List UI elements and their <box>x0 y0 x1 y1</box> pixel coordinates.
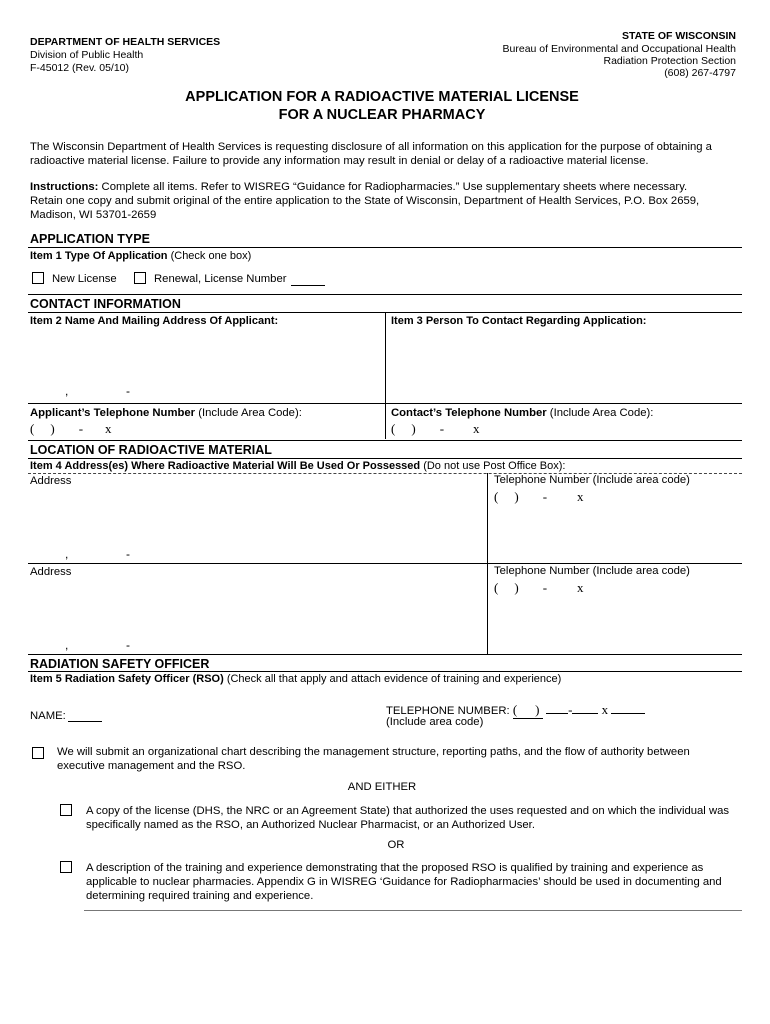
item1-note: (Check one box) <box>167 250 252 262</box>
item5-title: Item 5 Radiation Safety Officer (RSO) <box>30 673 224 685</box>
address-1-phone-label: Telephone Number (Include area code) <box>494 474 690 486</box>
org-chart-checkbox[interactable] <box>32 747 44 759</box>
intro-line1: The Wisconsin Department of Health Services is requesting disclosure of all information on this application for the purpose of obtaining a <box>30 141 712 153</box>
applicant-phone-field[interactable] <box>30 421 112 437</box>
address-1-field[interactable] <box>30 490 482 548</box>
and-either-label: AND EITHER <box>347 781 417 793</box>
phone-close-paren: ) <box>411 421 416 436</box>
address-2-field[interactable] <box>30 581 482 639</box>
phone-dash: - <box>439 421 445 436</box>
header-phone: (608) 267-4797 <box>664 67 736 79</box>
divider <box>28 294 742 295</box>
zip-separator: - <box>126 384 130 398</box>
zip-separator: - <box>126 547 130 561</box>
divider <box>28 440 742 441</box>
new-license-checkbox[interactable] <box>32 272 44 284</box>
form-title-line1: APPLICATION FOR A RADIOACTIVE MATERIAL LICENSE <box>185 89 579 105</box>
training-text-line3: determining required training and experience. <box>86 890 314 902</box>
city-state-separator: , <box>65 384 69 398</box>
applicant-phone-label <box>30 407 302 419</box>
training-text-line1: A description of the training and experience demonstrating that the proposed RSO is qualified by training and experience as <box>86 862 704 874</box>
bureau-name: Bureau of Environmental and Occupational Health <box>502 43 736 55</box>
phone-close-paren: ) <box>535 702 540 717</box>
phone-extension: x <box>577 580 584 595</box>
section-name: Radiation Protection Section <box>603 55 736 67</box>
department-name: DEPARTMENT OF HEALTH SERVICES <box>30 36 221 48</box>
phone-open-paren: ( <box>512 702 518 717</box>
item3-label: Item 3 Person To Contact Regarding Application: <box>391 315 647 327</box>
applicant-address-field[interactable] <box>30 329 382 401</box>
city-state-separator: , <box>65 547 69 561</box>
phone-dash: - <box>542 580 548 595</box>
rso-heading: RADIATION SAFETY OFFICER <box>30 657 210 671</box>
license-copy-checkbox[interactable] <box>60 804 72 816</box>
divider <box>28 247 742 248</box>
rso-telephone-note: (Include area code) <box>386 716 484 728</box>
rso-area-code-field[interactable] <box>513 702 543 719</box>
address-1-label: Address <box>30 475 72 487</box>
phone-extension: x <box>105 421 112 436</box>
phone-extension: x <box>601 702 609 717</box>
phone-dash: - <box>78 421 84 436</box>
contact-phone-note: (Include Area Code): <box>546 407 654 419</box>
item4-title: Item 4 Address(es) Where Radioactive Material Will Be Used Or Possessed <box>30 460 421 472</box>
address-2-phone-label: Telephone Number (Include area code) <box>494 565 690 577</box>
instructions-text: Complete all items. Refer to WISREG “Guidance for Radiopharmacies.” Use supplementary sheets where necessary. <box>98 181 688 193</box>
training-description-checkbox[interactable] <box>60 861 72 873</box>
phone-close-paren: ) <box>514 580 519 595</box>
item1-label <box>30 250 251 262</box>
city-state-separator: , <box>65 638 69 652</box>
item2-label: Item 2 Name And Mailing Address Of Applicant: <box>30 315 279 327</box>
divider <box>28 671 742 672</box>
location-heading: LOCATION OF RADIOACTIVE MATERIAL <box>30 443 272 457</box>
org-chart-text-line2: executive management and the RSO. <box>57 760 246 772</box>
address-2-phone-field[interactable] <box>494 580 584 596</box>
phone-extension: x <box>473 421 480 436</box>
instructions-label: Instructions: <box>30 181 99 193</box>
training-text-line2: applicable to nuclear pharmacies. Appendix G in WISREG ‘Guidance for Radiopharmacies’ should be used in documenting and <box>86 876 722 888</box>
divider <box>28 654 742 655</box>
intro-line2: radioactive material license. Failure to provide any information may result in denial or delay of a radioactive material license. <box>30 155 649 167</box>
application-type-heading: APPLICATION TYPE <box>30 232 150 246</box>
phone-close-paren: ) <box>514 489 519 504</box>
rso-telephone-field[interactable] <box>513 702 646 717</box>
renewal-checkbox[interactable] <box>134 272 146 284</box>
contact-phone-label <box>391 407 653 419</box>
rso-number-field[interactable] <box>572 713 598 714</box>
license-copy-text-line1: A copy of the license (DHS, the NRC or an Agreement State) that authorized the uses requested and on which the individual was <box>86 805 730 817</box>
item5-note: (Check all that apply and attach evidence of training and experience) <box>223 673 562 685</box>
rso-extension-field[interactable] <box>611 713 645 714</box>
phone-open-paren: ( <box>494 489 499 504</box>
contact-phone-field[interactable] <box>391 421 480 437</box>
contact-info-heading: CONTACT INFORMATION <box>30 297 181 311</box>
rso-name-label: NAME: <box>30 710 66 722</box>
license-number-field[interactable] <box>291 273 325 286</box>
phone-open-paren: ( <box>494 580 499 595</box>
applicant-phone-note: (Include Area Code): <box>195 407 302 419</box>
instructions-line1 <box>30 181 687 193</box>
form-title-line2: FOR A NUCLEAR PHARMACY <box>278 107 486 123</box>
state-name: STATE OF WISCONSIN <box>622 30 736 42</box>
applicant-phone-title: Applicant’s Telephone Number <box>30 407 196 419</box>
new-license-label: New License <box>52 273 117 285</box>
contact-person-field[interactable] <box>391 329 741 401</box>
address-2-label: Address <box>30 566 72 578</box>
renewal-label: Renewal, License Number <box>154 273 287 285</box>
form-number: F-45012 (Rev. 05/10) <box>30 62 130 74</box>
zip-separator: - <box>126 638 130 652</box>
instructions-line2: Retain one copy and submit original of the entire application to the State of Wisconsin, Department of Health Services, P.O. Box 2659, <box>30 195 700 207</box>
phone-open-paren: ( <box>391 421 396 436</box>
rso-prefix-field[interactable] <box>546 713 568 714</box>
item4-label <box>30 460 565 472</box>
divider <box>28 458 742 459</box>
or-label: OR <box>387 839 405 851</box>
division-name: Division of Public Health <box>30 49 144 61</box>
phone-dash: - <box>568 702 573 717</box>
divider <box>28 563 742 564</box>
phone-open-paren: ( <box>30 421 35 436</box>
contact-phone-title: Contact’s Telephone Number <box>391 407 547 419</box>
divider <box>28 403 742 404</box>
instructions-line3: Madison, WI 53701-2659 <box>30 209 157 221</box>
phone-close-paren: ) <box>50 421 55 436</box>
item5-label <box>30 673 561 685</box>
rso-telephone-label: TELEPHONE NUMBER: <box>386 705 510 717</box>
item1-title: Item 1 Type Of Application <box>30 250 168 262</box>
divider <box>84 910 742 911</box>
address-1-phone-field[interactable] <box>494 489 584 505</box>
phone-extension: x <box>577 489 584 504</box>
item4-note: (Do not use Post Office Box): <box>420 460 566 472</box>
license-copy-text-line2: specifically named as the RSO, an Authorized Nuclear Pharmacist, or an Authorized User. <box>86 819 535 831</box>
rso-name-field[interactable] <box>68 709 102 722</box>
org-chart-text-line1: We will submit an organizational chart describing the management structure, reporting paths, and the flow of authority between <box>57 746 690 758</box>
column-divider <box>385 312 386 439</box>
phone-dash: - <box>542 489 548 504</box>
